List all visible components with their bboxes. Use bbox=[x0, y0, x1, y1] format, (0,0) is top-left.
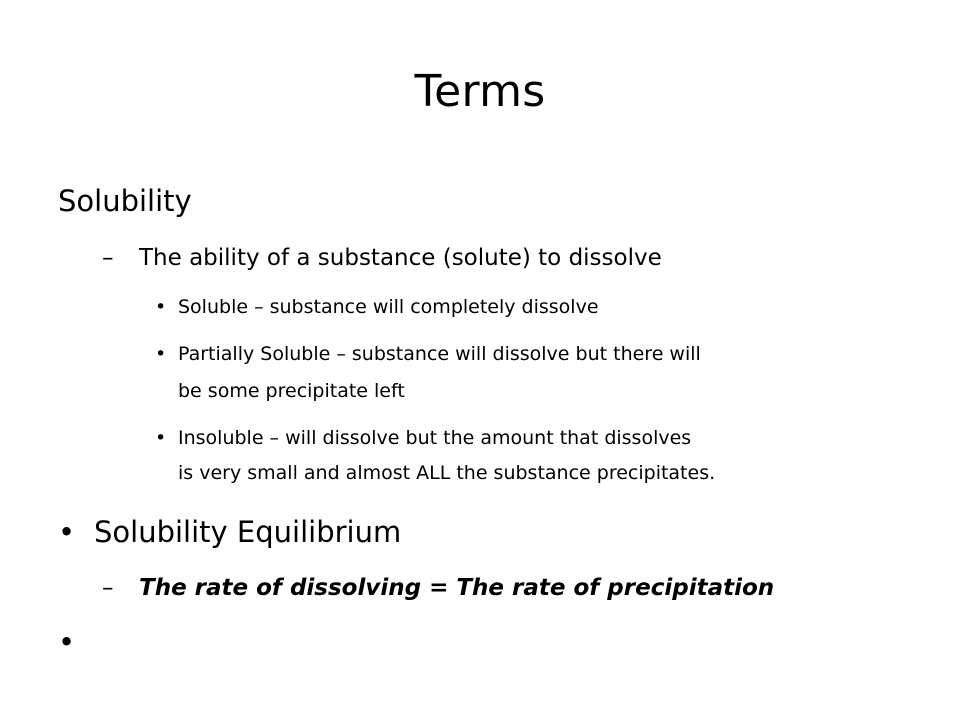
slide-title: Terms bbox=[414, 66, 546, 117]
sub-item-insoluble-line-1: Insoluble – will dissolve but the amount that dissolves bbox=[178, 427, 692, 449]
solubility-definition: The ability of a substance (solute) to dissolve bbox=[139, 245, 662, 271]
equilibrium-heading: Solubility Equilibrium bbox=[94, 515, 402, 549]
sub-bullet-partially-soluble: • bbox=[155, 343, 167, 365]
sub-item-insoluble-line-2: is very small and almost ALL the substance precipitates. bbox=[178, 462, 716, 484]
sub-item-partially-soluble-line-1: Partially Soluble – substance will dissolve but there will bbox=[178, 343, 701, 365]
sub-item-soluble: Soluble – substance will completely dissolve bbox=[178, 296, 599, 318]
empty-bullet: • bbox=[58, 625, 76, 659]
sub-bullet-soluble: • bbox=[155, 296, 167, 318]
bullet-equilibrium: • bbox=[58, 515, 76, 549]
equilibrium-dash: – bbox=[102, 575, 114, 601]
sub-item-partially-soluble-line-2: be some precipitate left bbox=[178, 380, 405, 402]
equilibrium-definition: The rate of dissolving = The rate of precipitation bbox=[139, 575, 775, 601]
section-heading-solubility: Solubility bbox=[58, 184, 192, 218]
sub-bullet-insoluble: • bbox=[155, 427, 167, 449]
definition-dash: – bbox=[102, 245, 114, 271]
